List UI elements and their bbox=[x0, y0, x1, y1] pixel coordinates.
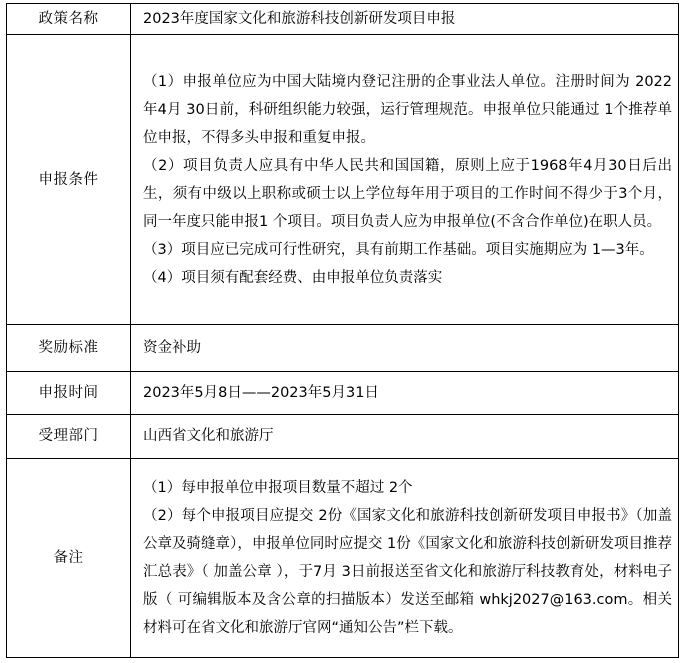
row-value-conditions bbox=[131, 35, 679, 325]
row-label-department: 受理部门 bbox=[7, 414, 131, 458]
table-row-department bbox=[7, 414, 679, 458]
table-row-reward bbox=[7, 325, 679, 371]
row-label-conditions: 申报条件 bbox=[7, 35, 131, 325]
row-label-reward: 奖励标准 bbox=[7, 325, 131, 371]
condition-paragraph-4: （4）项目须有配套经费、由申报单位负责落实 bbox=[143, 269, 443, 286]
table-row-remarks bbox=[7, 458, 679, 657]
remark-paragraph-2: （2）每个申报项目应提交 2份《国家文化和旅游科技创新研发项目申报书》（加盖公章及骑缝章），申报单位同时应提交 1份《国家文化和旅游科技创新研发项目推荐汇总表》（ 加盖公章 ），于7月 3日前报送至省文化和旅游厅科技教育处，材料电子版（ 可编辑版本及含公章的扫描版本）发送至邮箱 whkj2027@163.com。相关材料可在省文化和旅游厅官网“通知公告”栏下载。 bbox=[143, 507, 672, 636]
remark-paragraph-1: （1）每申报单位申报项目数量不超过 2个 bbox=[143, 479, 413, 496]
row-label-remarks: 备注 bbox=[7, 458, 131, 657]
condition-paragraph-1: （1）申报单位应为中国大陆境内登记注册的企事业法人单位。注册时间为 2022年4月 30日前，科研组织能力较强，运行管理规范。申报单位只能通过 1个推荐单位申报，不得多头申报和重复申报。 bbox=[143, 73, 672, 146]
policy-name-text: 2023年度国家文化和旅游科技创新研发项目申报 bbox=[143, 11, 456, 28]
row-value-department bbox=[131, 414, 679, 458]
row-value-remarks bbox=[131, 458, 679, 657]
table-row-policy-name bbox=[7, 4, 679, 35]
condition-paragraph-2: （2）项目负责人应具有中华人民共和国国籍，原则上应于1968年4月30日后出生，须有中级以上职称或硕士以上学位每年用于项目的工作时间不得少于3个月，同一年度只能申报1 个项目。项目负责人应为申报单位(不含合作单位)在职人员。 bbox=[143, 157, 672, 230]
row-label-policy-name: 政策名称 bbox=[7, 4, 131, 35]
period-text: 2023年5月8日——2023年5月31日 bbox=[143, 384, 379, 401]
row-label-period: 申报时间 bbox=[7, 371, 131, 414]
reward-text: 资金补助 bbox=[143, 340, 201, 357]
row-value-period bbox=[131, 371, 679, 414]
condition-paragraph-3: （3）项目应已完成可行性研究，具有前期工作基础。项目实施期应为 1—3年。 bbox=[143, 241, 654, 258]
row-value-policy-name bbox=[131, 4, 679, 35]
policy-table bbox=[6, 3, 679, 658]
department-text: 山西省文化和旅游厅 bbox=[143, 428, 274, 445]
table-row-conditions bbox=[7, 35, 679, 325]
row-value-reward bbox=[131, 325, 679, 371]
table-row-period bbox=[7, 371, 679, 414]
